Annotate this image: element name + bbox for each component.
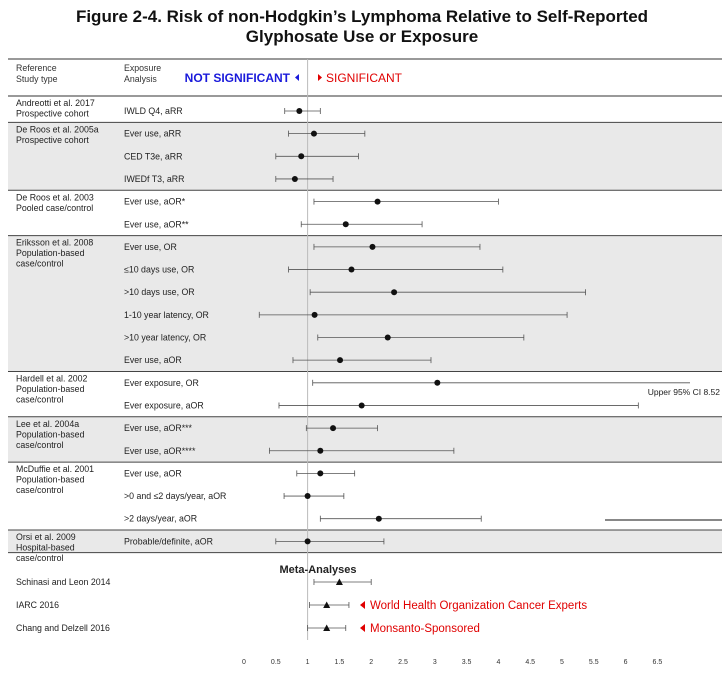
x-tick-label: 2.5: [398, 659, 408, 666]
point-estimate: [312, 312, 318, 318]
meta-callout: World Health Organization Cancer Experts: [370, 600, 588, 612]
study-label: case/control: [16, 485, 64, 496]
point-estimate: [375, 199, 381, 205]
point-estimate: [296, 108, 302, 114]
analysis-label: Probable/definite, aOR: [124, 536, 213, 547]
callout-arrow-icon: [360, 601, 365, 609]
point-estimate: [305, 538, 311, 544]
study-label: case/control: [16, 553, 64, 564]
study-label: Population-based: [16, 474, 85, 485]
x-tick-label: 6: [623, 659, 628, 666]
point-estimate: [311, 131, 317, 137]
study-label: Hardell et al. 2002: [16, 373, 88, 384]
analysis-label: CED T3e, aRR: [124, 151, 183, 162]
study-label: Prospective cohort: [16, 108, 89, 119]
study-label: Lee et al. 2004a: [16, 418, 80, 429]
header-study-type: Study type: [16, 74, 58, 84]
analysis-label: >2 days/year, aOR: [124, 513, 198, 524]
study-label: case/control: [16, 258, 64, 269]
meta-label: Chang and Delzell 2016: [16, 623, 110, 633]
meta-label: Schinasi and Leon 2014: [16, 577, 111, 587]
point-estimate: [337, 357, 343, 363]
study-label: Population-based: [16, 248, 85, 259]
not-significant-label: NOT SIGNIFICANT: [184, 71, 290, 85]
x-tick-label: 4.5: [525, 659, 536, 666]
study-label: Prospective cohort: [16, 134, 89, 145]
meta-analyses-title: Meta-Analyses: [279, 564, 357, 576]
point-estimate: [376, 516, 382, 522]
point-estimate: [434, 380, 440, 386]
x-tick-label: 4: [496, 659, 501, 666]
analysis-label: Ever use, aOR*: [124, 196, 186, 207]
x-tick-label: 1.5: [334, 659, 345, 666]
point-estimate: [343, 221, 349, 227]
point-estimate: [330, 425, 336, 431]
study-label: Orsi et al. 2009: [16, 532, 76, 543]
study-label: Eriksson et al. 2008: [16, 237, 94, 248]
x-tick-label: 0.5: [270, 659, 281, 666]
header-analysis: Analysis: [124, 74, 157, 84]
not-significant-arrow: [295, 74, 299, 81]
study-label: case/control: [16, 394, 64, 405]
callout-arrow-icon: [360, 624, 365, 632]
x-tick-label: 3.5: [461, 659, 472, 666]
study-label: Hospital-based: [16, 542, 75, 553]
analysis-label: >10 days use, OR: [124, 287, 195, 298]
analysis-label: Ever exposure, aOR: [124, 400, 204, 411]
x-tick-label: 5.5: [588, 659, 599, 666]
study-label: case/control: [16, 439, 64, 450]
analysis-label: ≤10 days use, OR: [124, 264, 195, 275]
chart-title-line2: Glyphosate Use or Exposure: [245, 27, 479, 46]
x-tick-label: 5: [560, 659, 564, 666]
meta-label: IARC 2016: [16, 600, 60, 610]
analysis-label: Ever use, aOR: [124, 355, 182, 366]
group-shading: [8, 417, 722, 462]
point-estimate: [305, 493, 311, 499]
point-estimate: [317, 470, 323, 476]
analysis-label: >10 year latency, OR: [124, 332, 207, 343]
point-estimate: [385, 335, 391, 341]
chart-title-line1: Figure 2-4. Risk of non-Hodgkin’s Lymphoma Relative to Self-Reported: [75, 7, 649, 26]
analysis-label: Ever use, OR: [124, 241, 177, 252]
point-estimate: [391, 289, 397, 295]
meta-callout: Monsanto-Sponsored: [370, 623, 480, 635]
study-label: McDuffie et al. 2001: [16, 464, 95, 475]
analysis-label: Ever use, aOR: [124, 468, 182, 479]
point-estimate: [292, 176, 298, 182]
point-estimate: [317, 448, 323, 454]
x-tick-label: 6.5: [652, 659, 663, 666]
analysis-label: IWEDf T3, aRR: [124, 173, 185, 184]
point-estimate: [369, 244, 375, 250]
header-reference: Reference: [16, 63, 57, 73]
analysis-label: Ever use, aOR***: [124, 423, 192, 434]
study-label: Population-based: [16, 383, 85, 394]
analysis-label: Ever use, aRR: [124, 128, 182, 139]
study-label: Pooled case/control: [16, 202, 94, 213]
x-tick-label: 2: [369, 659, 374, 666]
x-tick-label: 1: [305, 659, 310, 666]
x-axis-ticks: [242, 659, 662, 666]
study-label: Population-based: [16, 429, 85, 440]
point-estimate: [298, 153, 304, 159]
upper-ci-note: Upper 95% CI 8.52: [647, 387, 720, 397]
analysis-label: 1-10 year latency, OR: [124, 309, 209, 320]
significant-label: SIGNIFICANT: [326, 71, 403, 85]
header-exposure: Exposure: [124, 63, 162, 73]
analysis-label: >0 and ≤2 days/year, aOR: [124, 491, 227, 502]
analysis-label: Ever exposure, OR: [124, 377, 199, 388]
analysis-label: IWLD Q4, aRR: [124, 106, 183, 116]
significant-arrow: [318, 74, 322, 81]
point-estimate: [359, 402, 365, 408]
group-shading: [8, 236, 722, 372]
analysis-label: Ever use, aOR**: [124, 219, 189, 230]
study-label: De Roos et al. 2003: [16, 192, 94, 203]
study-label: De Roos et al. 2005a: [16, 124, 99, 135]
study-label: Andreotti et al. 2017: [16, 98, 95, 108]
point-estimate: [348, 267, 354, 273]
x-tick-label: 0: [242, 659, 246, 666]
x-tick-label: 3: [432, 659, 437, 666]
analysis-label: Ever use, aOR****: [124, 445, 196, 456]
